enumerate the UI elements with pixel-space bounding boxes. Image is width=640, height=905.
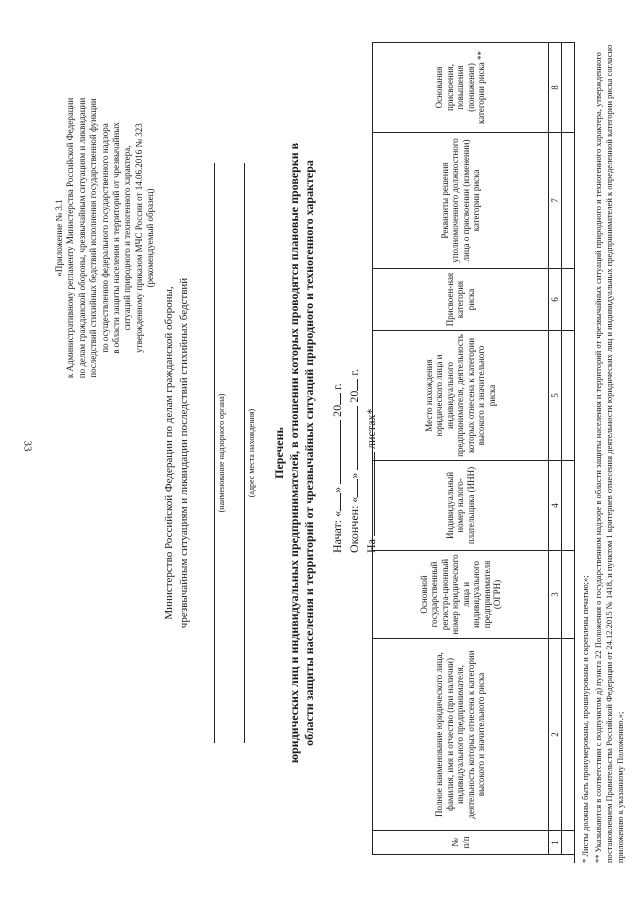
column-number: 4	[549, 461, 562, 551]
column-header: Присвоен-ная категория риска	[373, 269, 549, 331]
start-date-row	[328, 369, 345, 553]
appendix-line: (рекомендуемый образец)	[145, 188, 156, 288]
on-label: На	[364, 539, 378, 553]
column-header: Место нахождения юридического лица и индивидуального предпринимателя, деятельность которых отнесена к категории высокого и значительного риска	[373, 331, 549, 461]
column-number: 7	[549, 133, 562, 269]
column-header: Реквизиты решения уполномоченного должностного лица о присвоении (изменении) категории риска	[373, 133, 549, 269]
appendix-line: по делам гражданской обороны, чрезвычайным ситуациям и ликвидации	[76, 97, 87, 379]
column-number-row	[549, 43, 562, 855]
end-quote: »	[347, 472, 361, 479]
appendix-line: к Административному регламенту Министерства Российской Федерации	[65, 97, 76, 379]
empty-cell	[562, 331, 575, 461]
registry-table	[372, 42, 575, 855]
empty-cell	[562, 43, 575, 133]
appendix-line: «Приложение № 3.1	[54, 199, 64, 277]
empty-cell	[562, 269, 575, 331]
end-date-row	[345, 369, 362, 553]
page-number: 33	[21, 440, 34, 452]
column-header: Основной государственный регистра-ционный номер юридического лица и индивидуального предпринимателя (ОГРН)	[373, 551, 549, 639]
empty-cell	[562, 461, 575, 551]
column-number: 5	[549, 331, 562, 461]
ministry-line-2: чрезвычайным ситуациям и ликвидации последствий стихийных бедствий	[178, 277, 190, 629]
title-line-1: юридических лиц и индивидуальных предпринимателей, в отношении которых проводятся плановые проверки в	[287, 142, 301, 764]
appendix-line: в области защиты населения и территорий от чрезвычайных	[111, 122, 122, 354]
appendix-line: утвержденному приказом МЧС России от 14.06.2016 № 323	[133, 123, 144, 353]
footnotes	[580, 33, 628, 863]
start-quote: »	[330, 486, 344, 493]
start-month-blank	[328, 420, 341, 484]
footnote-separator	[574, 713, 575, 863]
footnote-1: * Листы должны быть пронумерованы, прошнурованы и скреплены печатью;»;	[580, 575, 590, 863]
ministry-name	[162, 13, 192, 893]
table-header-row	[373, 43, 549, 855]
column-header: Индивидуальный номер налого-плательщика (ИНН)	[373, 461, 549, 551]
title-main: Перечень	[272, 427, 286, 479]
column-header: № п/п	[373, 831, 549, 855]
document-title	[272, 13, 317, 893]
column-number: 8	[549, 43, 562, 133]
start-year-suffix: г.	[330, 383, 344, 390]
ministry-line-1: Министерство Российской Федерации по делам гражданской обороны,	[163, 286, 175, 620]
appendix-line: ситуаций природного и техногенного характера,	[122, 145, 133, 331]
start-year: 20	[330, 404, 344, 417]
organ-name-line	[214, 163, 215, 743]
appendix-line: по осуществлению федерального государственного надзора	[99, 123, 110, 353]
title-line-2: области защиты населения и территорий от чрезвычайных ситуаций природного и техногенного характера	[302, 160, 316, 746]
column-number: 6	[549, 269, 562, 331]
column-number: 1	[549, 831, 562, 855]
empty-cell	[562, 639, 575, 831]
footnote-2: ** Указываются в соответствии с подпунктом д) пункта 22 Положения о государственном надзоре в области защиты населения и территорий от чрезвычайных ситуаций природного и техногенного характера, утвержденного постановлением Правительства Российской Федерации от 24.12.2015 № 1418, и пунктом 1 критериев отнесения деятельности юридических лиц и индивидуальных предпринимателей к определенной категории риска согласно приложению к указанному Положению.»;	[593, 44, 625, 863]
empty-cell	[562, 831, 575, 855]
empty-cell	[562, 551, 575, 639]
organ-caption: (наименование надзорного органа)	[217, 393, 226, 513]
table-row	[562, 43, 575, 855]
end-year-blank	[345, 379, 358, 391]
sheets-label: листах*	[364, 408, 378, 449]
start-year-blank	[328, 393, 341, 405]
appendix-block	[54, 33, 157, 443]
column-number: 2	[549, 639, 562, 831]
end-label: Окончен: «	[347, 496, 361, 553]
start-day-blank	[328, 493, 341, 511]
end-year: 20	[347, 390, 361, 403]
column-number: 3	[549, 551, 562, 639]
end-month-blank	[345, 406, 358, 470]
start-label: Начат: «	[330, 510, 344, 553]
column-header: Полное наименование юридического лица, фамилия, имя и отчество (при наличии) индивидуального предпринимателя, деятельность которых отнесена к категории высокого и значительного риска	[373, 639, 549, 831]
address-line	[244, 163, 245, 743]
appendix-line: последствий стихийных бедствий исполнения государственной функции	[88, 98, 99, 378]
column-header: Основания присвоения, повышения (понижения) категории риска **	[373, 43, 549, 133]
rotated-form-page	[32, 13, 632, 893]
end-day-blank	[345, 479, 358, 497]
end-year-suffix: г.	[347, 368, 361, 376]
address-caption: (адрес места нахождения)	[247, 408, 256, 498]
empty-cell	[562, 133, 575, 269]
